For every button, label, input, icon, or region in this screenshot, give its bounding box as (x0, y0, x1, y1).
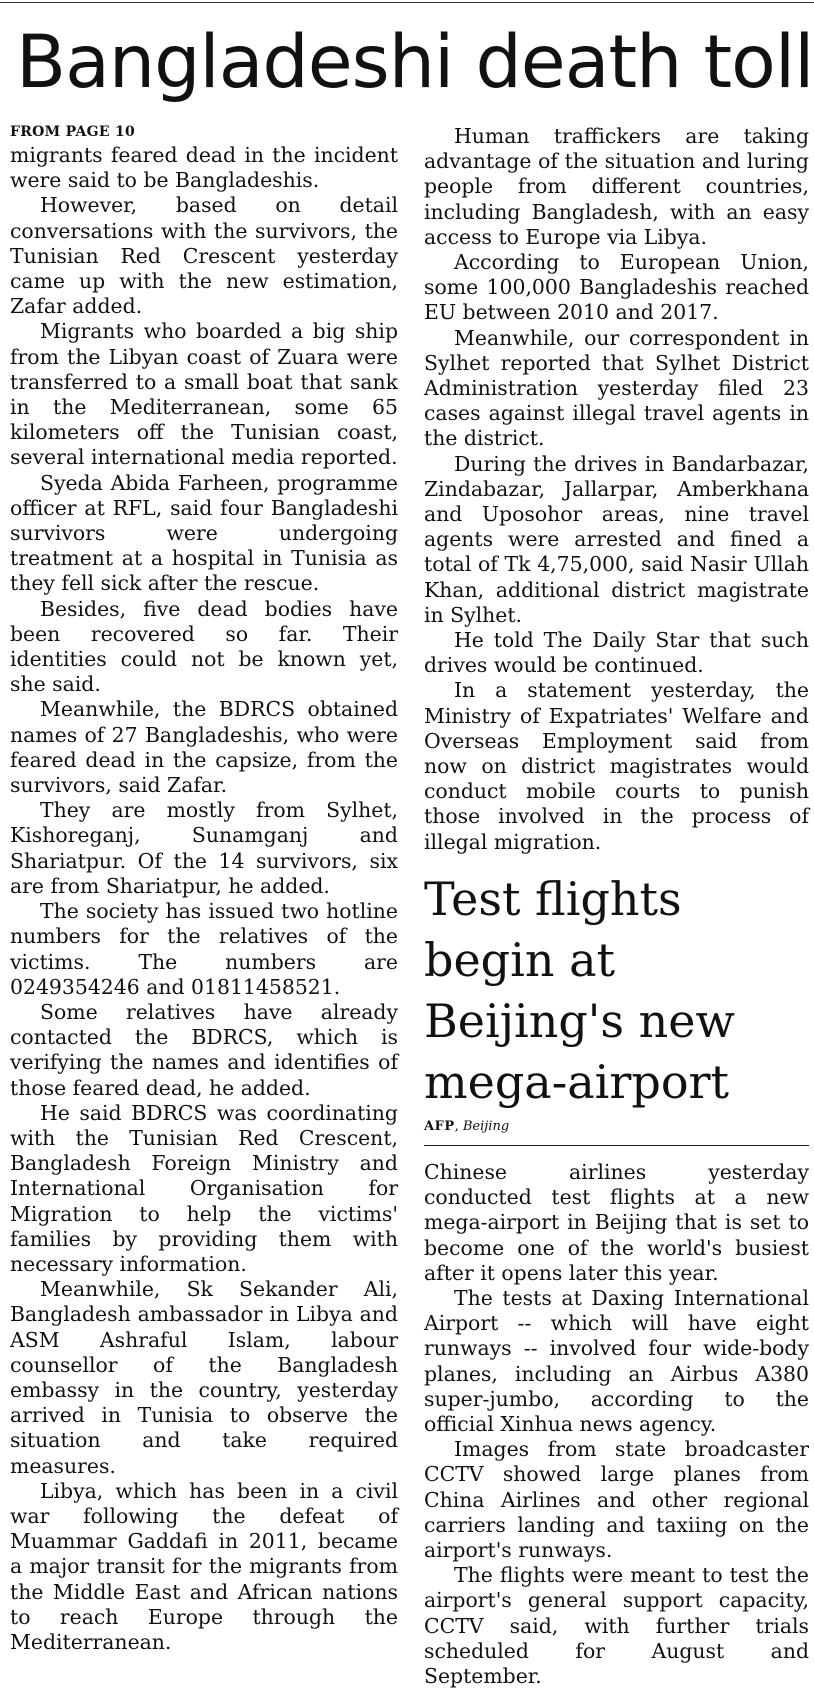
article-paragraph: Migrants who boarded a big ship from the Libyan coast of Zuara were transferred to a small boat that sank in the Mediterranean, some 65 kilometers off the Tunisian coast, several international media reported. (10, 319, 398, 470)
article-paragraph: However, based on detail conversations with the survivors, the Tunisian Red Crescent yesterday came up with the new estimation, Zafar added. (10, 193, 398, 319)
article-paragraph: During the drives in Bandarbazar, Zindabazar, Jallarpar, Amberkhana and Uposohor areas, nine travel agents were arrested and fined a total of Tk 4,75,000, said Nasir Ullah Khan, additional district magistrate in Sylhet. (424, 451, 809, 627)
article-paragraph: They are mostly from Sylhet, Kishoreganj, Sunamganj and Shariatpur. Of the 14 survivors, six are from Shariatpur, he added. (10, 798, 398, 898)
byline-dateline: Beijing (462, 1118, 510, 1134)
article-paragraph: Meanwhile, Sk Sekander Ali, Bangladesh ambassador in Libya and ASM Ashraful Islam, labour counsellor of the Bangladesh embassy in the country, yesterday arrived in Tunisia to observe the situation and take required measures. (10, 1277, 398, 1478)
article-paragraph: Human traffickers are taking advantage of the situation and luring people from different countries, including Bangladesh, with an easy access to Europe via Libya. (424, 124, 809, 249)
continued-from-label: FROM PAGE 10 (10, 124, 136, 140)
byline-separator: , (454, 1118, 463, 1134)
article-paragraph: The tests at Daxing International Airport -- which will have eight runways -- involved four wide-body planes, including an Airbus A380 super-jumbo, according to the official Xinhua news agency. (424, 1285, 809, 1436)
article-paragraph: Libya, which has been in a civil war following the defeat of Muammar Gaddafi in 2011, became a major transit for the migrants from the Middle East and African nations to reach Europe through the Mediterranean. (10, 1478, 398, 1654)
headline: Bangladeshi death toll (16, 20, 814, 105)
article-paragraph: Some relatives have already contacted the BDRCS, which is verifying the names and identifies of those feared dead, he added. (10, 999, 398, 1100)
byline (424, 1117, 809, 1146)
article-paragraph: According to European Union, some 100,000 Bangladeshis reached EU between 2010 and 2017. (424, 250, 809, 325)
article-paragraph: He told The Daily Star that such drives would be continued. (424, 628, 809, 678)
top-rule (0, 2, 814, 3)
left-column (10, 124, 398, 1655)
article-paragraph: The society has issued two hotline numbers for the relatives of the victims. The numbers are 0249354246 and 01811458521. (10, 899, 398, 999)
article-paragraph: Besides, five dead bodies have been recovered so far. Their identities could not be known yet, she said. (10, 596, 398, 697)
article-paragraph: Meanwhile, the BDRCS obtained names of 27 Bangladeshis, who were feared dead in the capsize, from the survivors, said Zafar. (10, 697, 398, 798)
second-story-headline: Test flights begin at Beijing's new mega-airport (424, 871, 735, 1109)
article-paragraph: Chinese airlines yesterday conducted test flights at a new mega-airport in Beijing that is set to become one of the world's busiest after it opens later this year. (424, 1159, 809, 1285)
byline-agency: AFP (424, 1118, 455, 1134)
article-paragraph: In a statement yesterday, the Ministry of Expatriates' Welfare and Overseas Employment said from now on district magistrates would conduct mobile courts to punish those involved in the process of illegal migration. (424, 678, 809, 854)
article-paragraph: Images from state broadcaster CCTV showed large planes from China Airlines and other regional carriers landing and taxiing on the airport's runways. (424, 1437, 809, 1562)
article-paragraph: The flights were meant to test the airport's general support capacity, CCTV said, with further trials scheduled for August and September. (424, 1563, 809, 1688)
article-paragraph: Syeda Abida Farheen, programme officer at RFL, said four Bangladeshi survivors were undergoing treatment at a hospital in Tunisia as they fell sick after the rescue. (10, 470, 398, 596)
right-column (424, 124, 809, 1689)
article-paragraph: migrants feared dead in the incident were said to be Bangladeshis. (10, 143, 398, 193)
article-paragraph: Meanwhile, our correspondent in Sylhet reported that Sylhet District Administration yesterday filed 23 cases against illegal travel agents in the district. (424, 325, 809, 451)
article-paragraph: He said BDRCS was coordinating with the Tunisian Red Crescent, Bangladesh Foreign Ministry and International Organisation for Migration to help the victims' families by providing them with necessary information. (10, 1100, 398, 1276)
